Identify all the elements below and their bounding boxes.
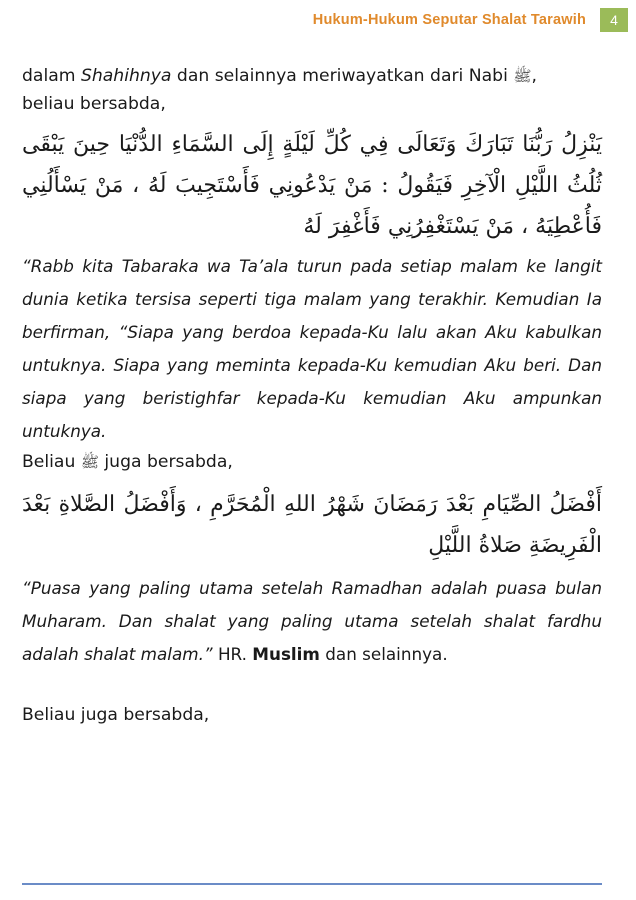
third-intro: Beliau juga bersabda, (22, 705, 210, 725)
hadith-2-translation: “Puasa yang paling utama setelah Ramadhan adalah puasa bulan Muharam. Dan shalat yang paling utama setelah shalat fardhu adalah shalat malam.” HR. Muslim dan selainnya. (22, 578, 602, 664)
footer-rule (22, 883, 602, 885)
salawat-symbol: ﷺ (80, 453, 99, 471)
page-number-badge: 4 (600, 8, 628, 32)
intro-paragraph: dalam Shahihnya dan selainnya meriwayatkan dari Nabi ﷺ, beliau bersabda, (22, 66, 537, 114)
page-content (22, 62, 602, 729)
salawat-symbol: ﷺ (513, 67, 532, 85)
hadith-2-arabic: أَفْضَلُ الصِّيَامِ بَعْدَ رَمَضَانَ شَهْرُ اللهِ الْمُحَرَّمِ ، وَأَفْضَلُ الصَّلاةِ بَعْدَ الْفَرِيضَةِ صَلاةُ اللَّيْلِ (22, 492, 602, 558)
second-intro: Beliau ﷺ juga bersabda, (22, 452, 233, 472)
hadith-1-arabic: يَنْزِلُ رَبُّنَا تَبَارَكَ وَتَعَالَى فِي كُلِّ لَيْلَةٍ إِلَى السَّمَاءِ الدُّنْيَا حِينَ يَبْقَى ثُلُثُ اللَّيْلِ الْآخِرِ فَيَقُولُ : مَنْ يَدْعُونِي فَأَسْتَجِيبَ لَهُ ، مَنْ يَسْأَلُنِي فَأُعْطِيَهُ ، مَنْ يَسْتَغْفِرُنِي فَأَغْفِرَ لَهُ (22, 132, 602, 239)
hadith-1-translation: “Rabb kita Tabaraka wa Ta’ala turun pada setiap malam ke langit dunia ketika tersisa seperti tiga malam yang terakhir. Kemudian Ia berfirman, “Siapa yang berdoa kepada-Ku lalu akan Aku kabulkan untuknya. Siapa yang meminta kepada-Ku kemudian Aku beri. Dan siapa yang beristighfar kepada-Ku kemudian Aku ampunkan untuknya. (22, 256, 602, 441)
running-title: Hukum-Hukum Seputar Shalat Tarawih (312, 12, 586, 28)
book-title: Shahihnya (80, 66, 172, 86)
narrator-name: Muslim (252, 644, 320, 664)
page-header (313, 8, 628, 32)
